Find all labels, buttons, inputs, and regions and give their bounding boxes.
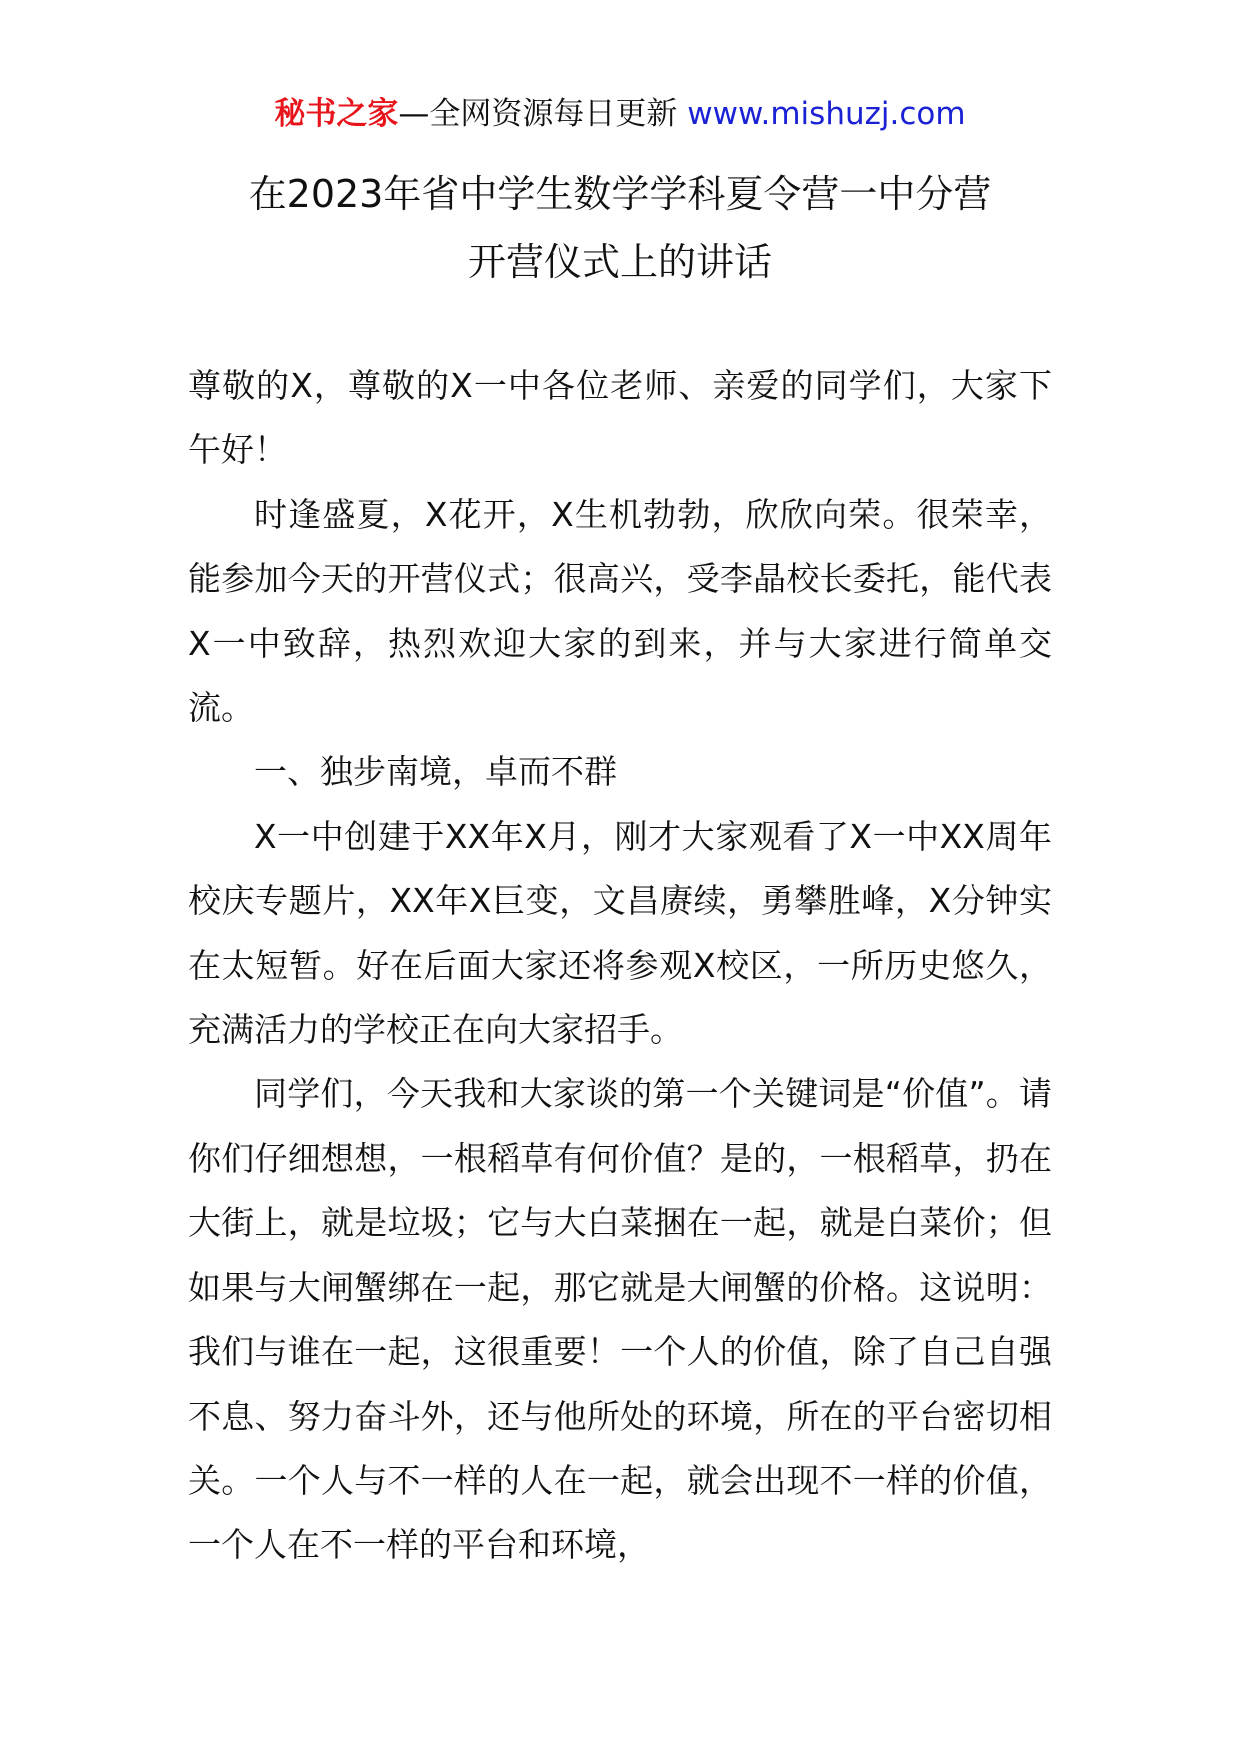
salutation: 尊敬的X，尊敬的X一中各位老师、亲爱的同学们，大家下午好！	[188, 366, 1052, 470]
document-body	[188, 354, 1052, 1578]
document-title	[0, 160, 1240, 296]
paragraph-school-history: X一中创建于XX年X月，刚才大家观看了X一中XX周年校庆专题片，XX年X巨变，文昌赓续，勇攀胜峰，X分钟实在太短暂。好在后面大家还将参观X校区，一所历史悠久，充满活力的学校正在向大家招手。	[188, 816, 1052, 1050]
paragraph-value: 同学们，今天我和大家谈的第一个关键词是“价值”。请你们仔细想想，一根稻草有何价值？是的，一根稻草，扔在大街上，就是垃圾；它与大白菜捆在一起，就是白菜价；但如果与大闸蟹绑在一起，那它就是大闸蟹的价格。这说明：我们与谁在一起，这很重要！一个人的价值，除了自己自强不息、努力奋斗外，还与他所处的环境，所在的平台密切相关。一个人与不一样的人在一起，就会出现不一样的价值，一个人在不一样的平台和环境，	[188, 1074, 1052, 1565]
title-line-1: 在2023年省中学生数学学科夏令营一中分营	[248, 172, 992, 216]
site-url-link[interactable]: www.mishuzj.com	[687, 96, 966, 132]
site-header	[0, 94, 1240, 134]
title-line-2: 开营仪式上的讲话	[467, 240, 772, 284]
section-heading-1: 一、独步南境，卓而不群	[254, 752, 617, 792]
site-brand: 秘书之家	[274, 96, 399, 132]
paragraph-opening: 时逢盛夏，X花开，X生机勃勃，欣欣向荣。很荣幸，能参加今天的开营仪式；很高兴，受李晶校长委托，能代表X一中致辞，热烈欢迎大家的到来，并与大家进行简单交流。	[188, 494, 1052, 728]
site-tagline: —全网资源每日更新	[398, 96, 678, 132]
